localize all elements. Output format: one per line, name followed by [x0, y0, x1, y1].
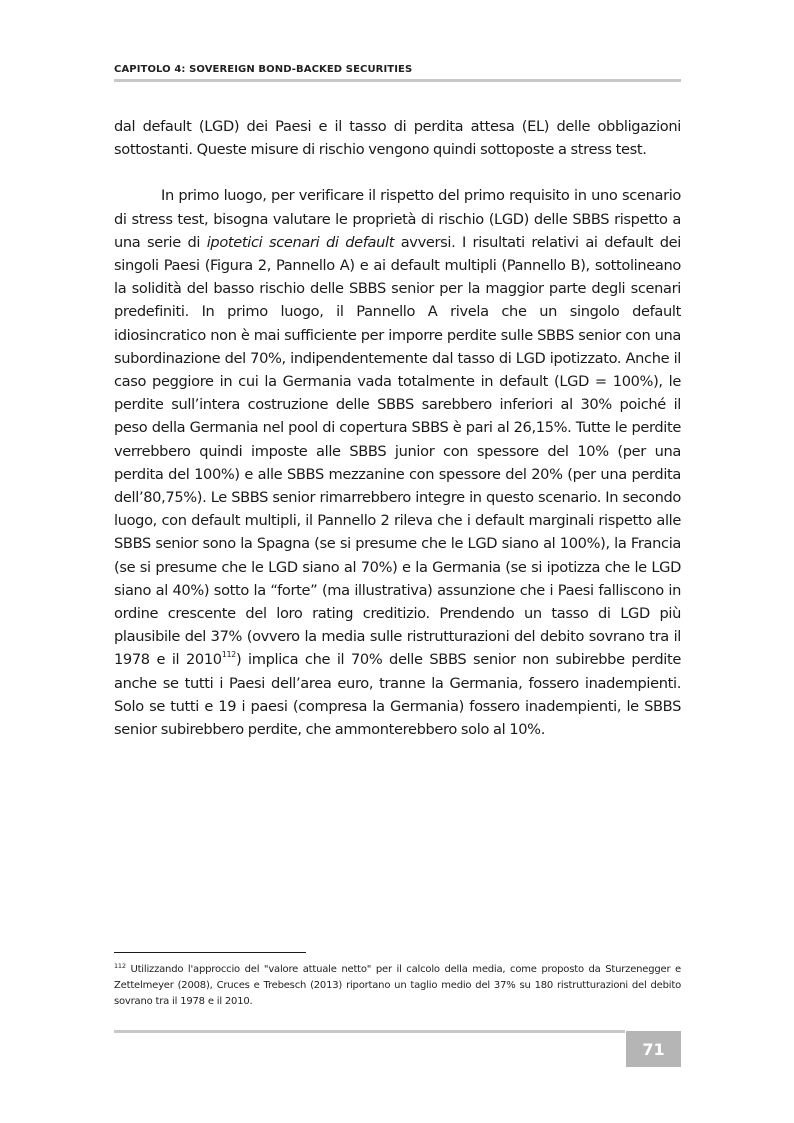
- paragraph-1-text: dal default (LGD) dei Paesi e il tasso di perdita attesa (EL) delle obbligazioni sottostanti. Queste misure di rischio vengono quindi sottoposte a stress test.: [114, 118, 681, 159]
- footnote-separator: [114, 952, 306, 953]
- paragraph-2-part-a: In primo luogo, per verificare il rispetto del primo requisito in uno scenario di stress test, bisogna valutare le proprietà di rischio (LGD) delle SBBS rispetto a una serie di: [114, 187, 681, 251]
- paragraph-2-part-c: ) implica che il 70% delle SBBS senior non subirebbe perdite anche se tutti i Paesi dell’area euro, tranne la Germania, fossero inadempienti. Solo se tutti e 19 i paesi (compresa la Germania) fossero inadempienti, le SBBS senior subirebbero perdite, che ammonterebbero solo al 10%.: [114, 651, 681, 739]
- footnote-reference: 112: [221, 650, 236, 660]
- italic-phrase: ipotetici scenari di default: [206, 233, 395, 251]
- paragraph-2: [114, 184, 681, 741]
- footer-rule: [114, 1030, 625, 1033]
- footnote-number: 112: [114, 962, 126, 970]
- chapter-header: CAPITOLO 4: SOVEREIGN BOND-BACKED SECURITIES: [114, 64, 413, 75]
- footnote-text: Utilizzando l'approccio del "valore attuale netto" per il calcolo della media, come proposto da Sturzenegger e Zettelmeyer (2008), Cruces e Trebesch (2013) riportano un taglio medio del 37% su 180 ristrutturazioni del debito sovrano tra il 1978 e il 2010.: [114, 964, 681, 1007]
- main-body: [114, 115, 681, 741]
- footnote: [114, 962, 681, 1010]
- header-rule: [114, 79, 681, 82]
- paragraph-2-part-b: avversi. I risultati relativi ai default dei singoli Paesi (Figura 2, Pannello A) e ai default multipli (Pannello B), sottolineano la solidità del basso rischio delle SBBS senior per la maggior parte degli scenari predefiniti. In primo luogo, il Pannello A rivela che un singolo default idiosincratico non è mai sufficiente per imporre perdite sulle SBBS senior con una subordinazione del 70%, indipendentemente dal tasso di LGD ipotizzato. Anche il caso peggiore in cui la Germania vada totalmente in default (LGD = 100%), le perdite sull’intera costruzione delle SBBS sarebbero inferiori al 30% poiché il peso della Germania nel pool di copertura SBBS è pari al 26,15%. Tutte le perdite verrebbero quindi imposte alle SBBS junior con spessore del 10% (per una perdita del 100%) e alle SBBS mezzanine con spessore del 20% (per una perdita dell’80,75%). Le SBBS senior rimarrebbero integre in questo scenario. In secondo luogo, con default multipli, il Pannello 2 rileva che i default marginali rispetto alle SBBS senior sono la Spagna (se si presume che le LGD siano al 100%), la Francia (se si presume che le LGD siano al 70%) e la Germania (se si ipotizza che le LGD siano al 40%) sotto la “forte” (ma illustrativa) assunzione che i Paesi falliscono in ordine crescente del loro rating creditizio. Prendendo un tasso di LGD più plausibile del 37% (ovvero la media sulle ristrutturazioni del debito sovrano tra il 1978 e il 2010: [114, 233, 681, 669]
- paragraph-1: [114, 115, 681, 161]
- page-number: 71: [626, 1031, 681, 1067]
